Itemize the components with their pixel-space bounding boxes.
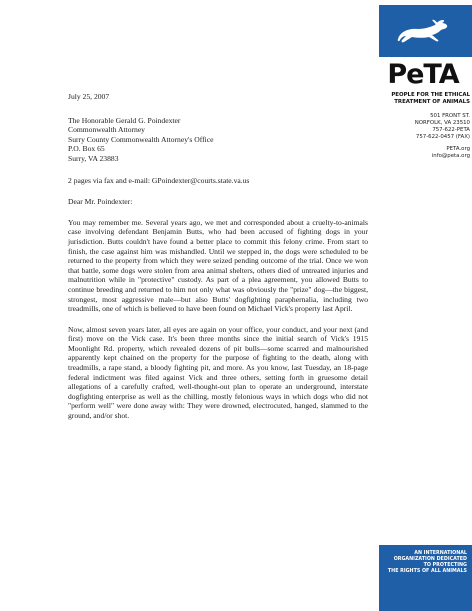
body-paragraph: You may remember me. Several years ago, we met and corresponded about a cruelty-to-animals case involving defendant Benjamin Butts, who had been accused of fighting dogs in your jurisdiction. Butts couldn't have found a better place to commit this felony crime. From start to finish, the case against him was mishandled. Until we stepped in, the dogs were scheduled to be returned to the property from which they were seized pending outcome of the trial. Once we won that battle, some dogs were stolen from area animal shelters, others died of untreated injuries and malnutrition while in "protective" custody. As part of a plea agreement, you allowed Butts to continue breeding and returned to him not only what was obviously the "prize" dog—the biggest, strongest, most aggressive male—but also Butts' dogfighting paraphernalia, including two treadmills, one of which is believed to have been found on Michael Vick's property last April. xyxy=(68,217,368,314)
letter-date: July 25, 2007 xyxy=(68,92,110,101)
org-contact xyxy=(378,113,470,161)
rabbit-icon xyxy=(394,19,449,45)
rabbit-logo-block xyxy=(379,5,472,57)
mission-tagline: AN INTERNATIONAL ORGANIZATION DEDICATED TO PROTECTING THE RIGHTS OF ALL ANIMALS xyxy=(387,551,467,574)
street-address: 501 FRONT ST. xyxy=(430,113,470,119)
mission-footer-bar xyxy=(379,545,472,611)
address-line: Surry, VA 23883 xyxy=(68,153,119,163)
address-line: Surry County Commonwealth Attorney's Office xyxy=(68,134,214,144)
address-line: The Honorable Gerald G. Poindexter xyxy=(68,115,181,125)
salutation: Dear Mr. Poindexter: xyxy=(68,197,133,207)
phone: 757-622-PETA xyxy=(432,127,470,134)
fax: 757-622-0457 (FAX) xyxy=(415,134,470,141)
address-line: P.O. Box 65 xyxy=(68,144,105,154)
letter-body xyxy=(68,92,368,421)
recipient-address xyxy=(68,116,368,164)
website: PETA.org xyxy=(446,146,470,153)
letterhead-sidebar xyxy=(374,0,472,611)
body-paragraph: Now, almost seven years later, all eyes are again on your office, your conduct, and your next (and first) move on the Vick case. It's been three months since the initial search of Vick's 1915 Moonlight Rd. property, which revealed dozens of pit bulls—some scarred and malnourished apparently kept chained on the property for the purpose of fighting to the death, along with treadmills, a rape stand, a bloody fighting pit, and more. As you know, last Tuesday, an 18-page federal indictment was filed against Vick and three others, setting forth in gruesome detail allegations of a carefully crafted, well-thought-out plan to operate an underground, interstate dogfighting enterprise as well as the chilling, mostly felonious ways in which dogs who did not "perform well" were done away with: They were drowned, electrocuted, hanged, slammed to the ground, and/or shot. xyxy=(68,324,368,421)
address-line: Commonwealth Attorney xyxy=(68,125,145,135)
peta-wordmark: PeTA xyxy=(387,59,459,90)
email: info@peta.org xyxy=(431,153,470,160)
org-full-name: PEOPLE FOR THE ETHICAL TREATMENT OF ANIMALS xyxy=(391,92,470,105)
delivery-note: 2 pages via fax and e-mail: GPoindexter@courts.state.va.us xyxy=(68,175,250,185)
city-state-zip: NORFOLK, VA 23510 xyxy=(414,120,470,127)
